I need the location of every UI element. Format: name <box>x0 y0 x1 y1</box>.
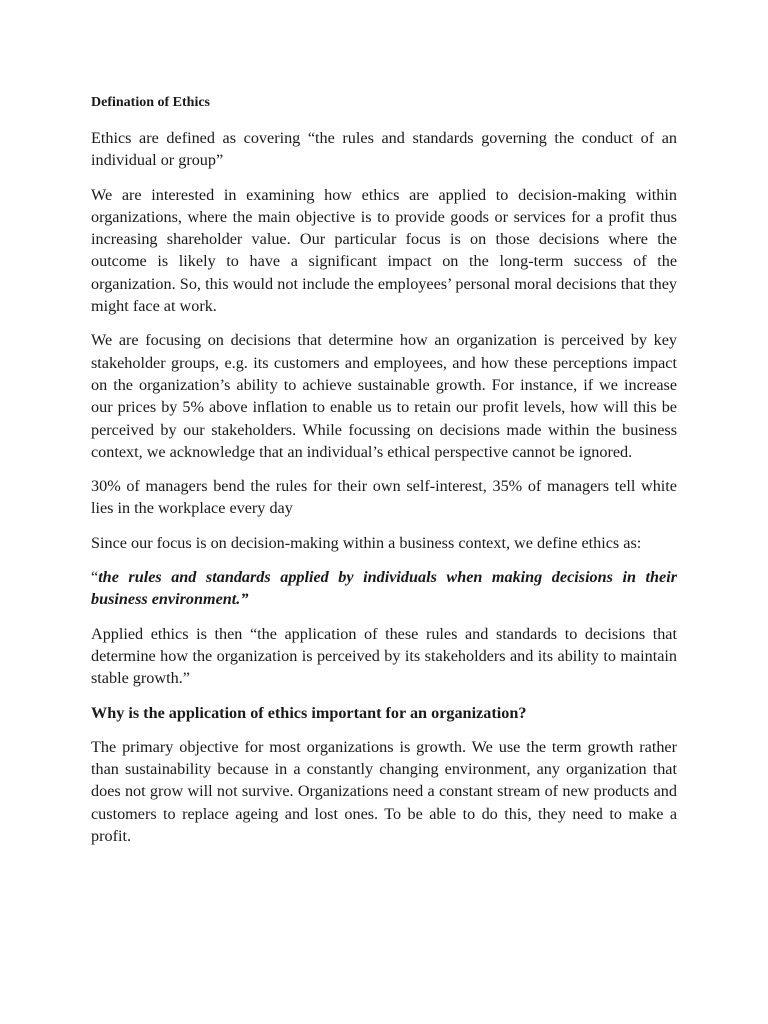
document-page <box>91 93 677 859</box>
paragraph-decision-making: We are interested in examining how ethics are applied to decision-making within organizations, where the main objective is to provide goods or services for a profit thus increasing shareholder value. Our particular focus is on those decisions where the outcome is likely to have a significant impact on the long-term success of the organization. So, this would not include the employees’ personal moral decisions that they might face at work. <box>91 185 677 316</box>
document-title: Defination of Ethics <box>91 95 210 110</box>
paragraph-stakeholders: We are focusing on decisions that determine how an organization is perceived by key stakeholder groups, e.g. its customers and employees, and how these perceptions impact on the organization’s ability to achieve sustainable growth. For instance, if we increase our prices by 5% above inflation to enable us to retain our profit levels, how will this be perceived by our stakeholders. While focussing on decisions made within the business context, we acknowledge that an individual’s ethical perspective cannot be ignored. <box>91 331 677 461</box>
definition-text: the rules and standards applied by individuals when making decisions in their business environment.” <box>91 568 677 609</box>
paragraph-growth: The primary objective for most organizations is growth. We use the term growth rather than sustainability because in a constantly changing environment, any organization that does not grow will not survive. Organizations need a constant stream of new products and customers to replace ageing and lost ones. To be able to do this, they need to make a profit. <box>91 737 677 846</box>
paragraph-ethics-definition: Ethics are defined as covering “the rules and standards governing the conduct of an individual or group” <box>91 129 677 170</box>
paragraph-applied-ethics: Applied ethics is then “the application of these rules and standards to decisions that determine how the organization is perceived by its stakeholders and its ability to maintain stable growth.” <box>91 624 677 688</box>
paragraph-statistics: 30% of managers bend the rules for their own self-interest, 35% of managers tell white lies in the workplace every day <box>91 477 677 518</box>
definition-open-quote: “ <box>91 568 99 587</box>
section-heading: Why is the application of ethics important for an organization? <box>91 703 527 722</box>
definition-quote <box>91 566 677 611</box>
paragraph-focus: Since our focus is on decision-making within a business context, we define ethics as: <box>91 533 642 552</box>
